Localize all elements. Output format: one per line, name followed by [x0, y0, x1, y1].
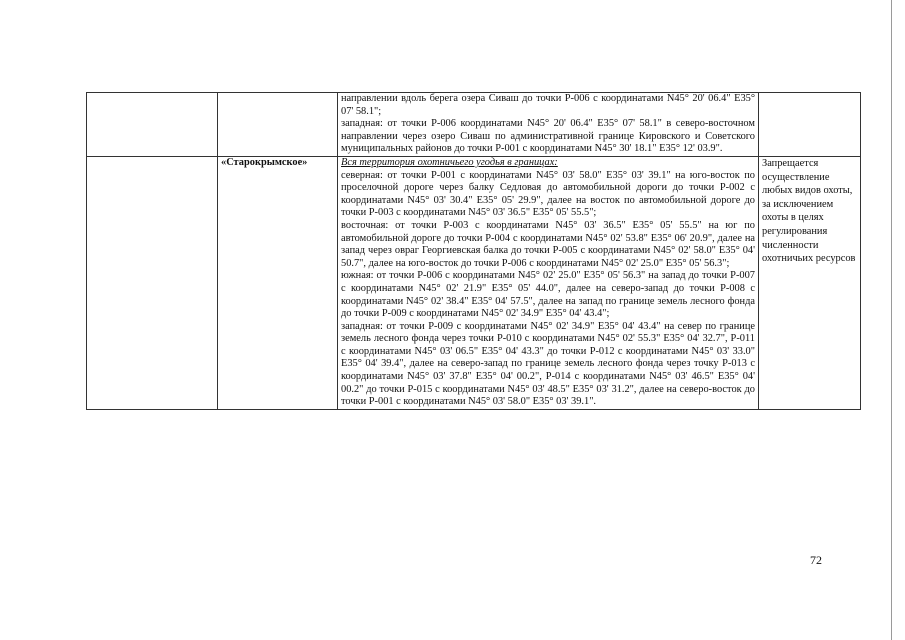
table-row — [87, 93, 861, 157]
boundary-description-cell — [338, 156, 759, 409]
table-cell — [218, 93, 338, 157]
table-cell — [87, 93, 218, 157]
scan-edge-line — [891, 0, 892, 640]
table-cell — [759, 93, 861, 157]
boundary-paragraph-east: восточная: от точки Р-003 с координатами N45° 03' 36.5" Е35° 05' 55.5" на юг по автомобильной дороге до точки Р-004 с координатами N45° 02' 53.8" Е35° 06' 20.9", далее на запад через овраг Георгиевская балка до точки Р-005 с координатами N45° 02' 58.0" Е35° 04' 50.7", далее на юго-восток до точки Р-006 с координатами N45° 02' 25.0" Е35° 05' 56.3"; — [341, 219, 755, 269]
restriction-text: Запрещается осуществление любых видов охоты, за исключением охоты в целях регулирования численности охотничьих ресурсов — [762, 157, 856, 265]
boundary-paragraph: направлении вдоль берега озера Сиваш до точки Р-006 с координатами N45° 20' 06.4" Е35° 07' 58.1"; — [341, 93, 755, 117]
boundary-description-cell — [338, 93, 759, 157]
boundary-paragraph-west: западная: от точки Р-006 координатами N45° 20' 06.4" Е35° 07' 58.1" в северо-восточном направлении через озеро Сиваш по административной границе Кировского и Советского муниципальных районов до точки Р-001 с координатами N45° 30' 18.1" Е35° 12' 03.9". — [341, 118, 755, 155]
boundary-paragraph-west: западная: от точки Р-009 с координатами N45° 02' 34.9" Е35° 04' 43.4" на север по границе земель лесного фонда через точки Р-010 с координатами N45° 02' 55.3" Е35° 04' 32.7", Р-011 с координатами N45° 03' 06.5" Е35° 04' 43.3" до точки Р-012 с координатами N45° 03' 33.0" Е35° 04' 39.4", далее на северо-запад по границе земель лесного фонда через точку Р-013 с координатами N45° 03' 37.8" Е35° 04' 00.2", Р-014 с координатами N45° 03' 46.5" Е35° 04' 00.2" до точки Р-015 с координатами N45° 03' 48.5" Е35° 03' 31.2", далее на северо-восток до точки Р-001 с координатами N45° 03' 58.0" Е35° 03' 39.1". — [341, 320, 755, 408]
boundary-paragraph-south: южная: от точки Р-006 с координатами N45° 02' 25.0" Е35° 05' 56.3" на запад до точки Р-007 с координатами N45° 02' 21.9" Е35° 05' 44.0", далее на северо-запад до точки Р-008 с координатами N45° 02' 38.4" Е35° 04' 57.5", далее на запад по границе земель лесного фонда до точки Р-009 с координатами N45° 02' 34.9" Е35° 04' 43.4"; — [341, 270, 755, 320]
ground-name-cell — [218, 156, 338, 409]
boundary-lead: Вся территория охотничьего угодья в границах: — [341, 156, 558, 168]
hunting-grounds-table — [86, 92, 861, 410]
restriction-cell — [759, 156, 861, 409]
table-cell — [87, 156, 218, 409]
boundary-paragraph-north: северная: от точки Р-001 с координатами N45° 03' 58.0" Е35° 03' 39.1" на юго-восток по проселочной дороге через балку Седловая до автомобильной дороги до точки Р-002 с координатами N45° 03' 30.4" Е35° 05' 29.9", далее на восток по автомобильной дороге до точки Р-003 с координатами N45° 03' 36.5" Е35° 05' 55.5"; — [341, 169, 755, 219]
page-number: 72 — [810, 553, 822, 567]
table-row — [87, 156, 861, 409]
ground-name: «Старокрымское» — [221, 156, 308, 168]
